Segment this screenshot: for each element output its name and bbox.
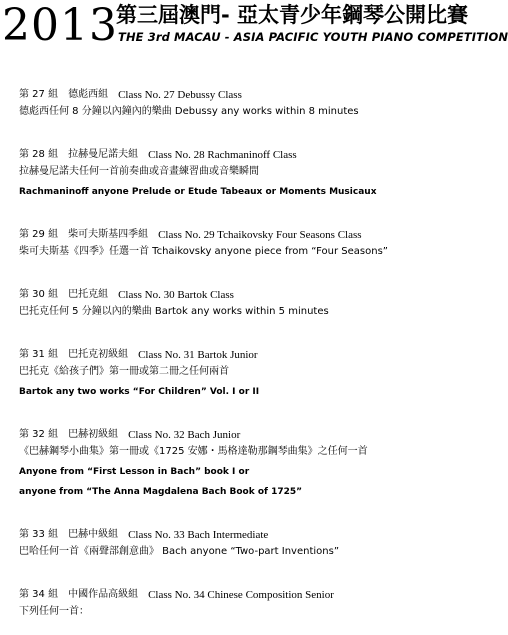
class-heading-chinese: 第 29 組 柴可夫斯基四季組 xyxy=(19,229,149,240)
class-heading-english: Class No. 32 Bach Junior xyxy=(128,429,241,441)
class-31 xyxy=(19,340,449,402)
class-heading-english: Class No. 34 Chinese Composition Senior xyxy=(148,589,334,601)
class-30 xyxy=(19,280,449,322)
class-description: 德彪西任何 8 分鐘以內鐘內的樂曲 Debussy any works within 8 minutes xyxy=(19,106,359,117)
class-heading-english: Class No. 27 Debussy Class xyxy=(118,89,242,101)
class-heading xyxy=(19,280,449,302)
class-heading-english: Class No. 33 Bach Intermediate xyxy=(128,529,269,541)
class-description: 拉赫曼尼諾夫任何一首前奏曲或音畫練習曲或音樂瞬間 xyxy=(19,166,259,177)
class-heading-chinese: 第 28 組 拉赫曼尼諾夫組 xyxy=(19,149,139,160)
class-heading xyxy=(19,140,449,162)
class-heading-chinese: 第 34 組 中國作品高級組 xyxy=(19,589,139,600)
class-28 xyxy=(19,140,449,202)
class-heading-chinese: 第 32 組 巴赫初級組 xyxy=(19,429,119,440)
class-29 xyxy=(19,220,449,262)
class-description-english: anyone from “The Anna Magdalena Bach Book of 1725” xyxy=(19,487,303,497)
class-34 xyxy=(19,580,449,622)
class-heading xyxy=(19,520,449,542)
class-32 xyxy=(19,420,449,502)
class-description: 巴哈任何一首《兩聲部創意曲》 Bach anyone “Two-part Inventions” xyxy=(19,546,340,557)
class-list xyxy=(19,80,449,622)
class-heading-chinese: 第 33 組 巴赫中級組 xyxy=(19,529,119,540)
class-heading xyxy=(19,220,449,242)
header-title-english: THE 3rd MACAU - ASIA PACIFIC YOUTH PIANO COMPETITION xyxy=(118,30,508,44)
class-description-english: Bartok any two works “For Children” Vol. I or II xyxy=(19,387,260,397)
class-heading-chinese: 第 31 組 巴托克初級組 xyxy=(19,349,129,360)
class-33 xyxy=(19,520,449,562)
class-heading xyxy=(19,340,449,362)
class-heading-english: Class No. 29 Tchaikovsky Four Seasons Class xyxy=(158,229,362,241)
class-heading xyxy=(19,580,449,602)
class-heading-chinese: 第 30 組 巴托克組 xyxy=(19,289,109,300)
class-description-english: Rachmaninoff anyone Prelude or Etude Tabeaux or Moments Musicaux xyxy=(19,187,377,197)
class-description-english: Anyone from “First Lesson in Bach” book I or xyxy=(19,467,250,477)
class-heading-english: Class No. 30 Bartok Class xyxy=(118,289,234,301)
header-title-chinese: 第三屆澳門- 亞太青少年鋼琴公開比賽 xyxy=(116,3,469,27)
header-year: 2013 xyxy=(2,0,118,51)
class-description: 下列任何一首： xyxy=(19,606,89,617)
class-27 xyxy=(19,80,449,122)
class-heading-english: Class No. 31 Bartok Junior xyxy=(138,349,258,361)
class-heading-english: Class No. 28 Rachmaninoff Class xyxy=(148,149,297,161)
page-header xyxy=(0,0,508,60)
class-heading-chinese: 第 27 組 德彪西組 xyxy=(19,89,109,100)
class-description: 巴托克任何 5 分鐘以內的樂曲 Bartok any works within 5 minutes xyxy=(19,306,329,317)
class-description: 《巴赫鋼琴小曲集》第一冊或《1725 安娜・馬格達勒那鋼琴曲集》之任何一首 xyxy=(19,446,368,457)
class-description: 巴托克《給孩子們》第一冊或第二冊之任何兩首 xyxy=(19,366,229,377)
class-heading xyxy=(19,420,449,442)
class-heading xyxy=(19,80,449,102)
class-description: 柴可夫斯基《四季》任選一首 Tchaikovsky anyone piece from “Four Seasons” xyxy=(19,246,388,257)
